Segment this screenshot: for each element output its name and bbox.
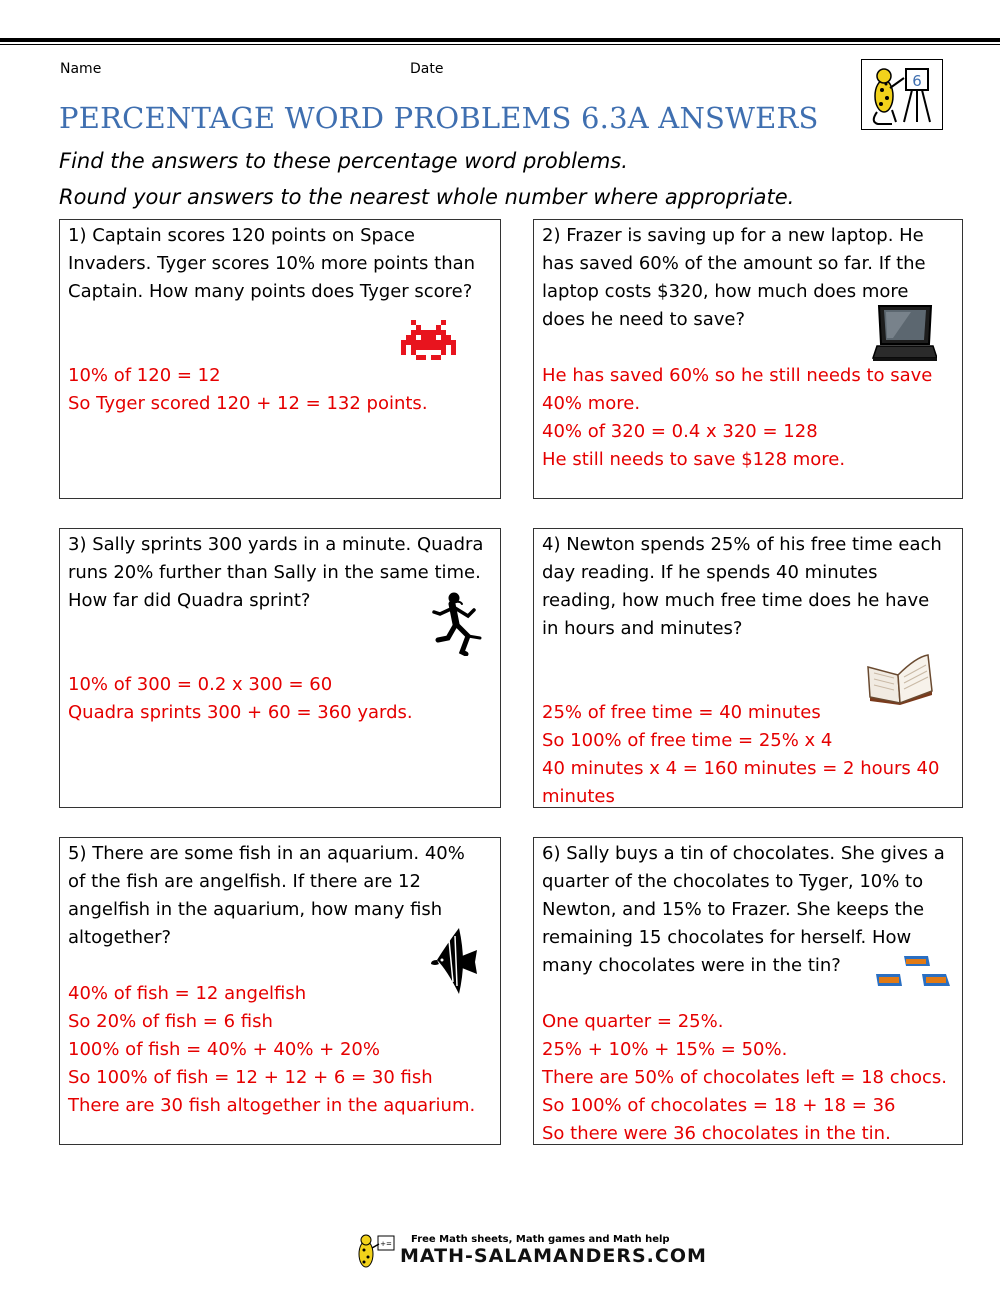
question-line: altogether? — [68, 927, 172, 948]
top-rule-thin — [0, 44, 1000, 45]
answer-line: 10% of 120 = 12 — [68, 365, 221, 386]
question-line: 2) Frazer is saving up for a new laptop. He — [542, 225, 924, 246]
question-line: 4) Newton spends 25% of his free time each — [542, 534, 942, 555]
answer-line: So there were 36 chocolates in the tin. — [542, 1123, 891, 1144]
question-line: many chocolates were in the tin? — [542, 955, 841, 976]
salamander-grade-6-logo-icon — [861, 59, 943, 130]
question-line: angelfish in the aquarium, how many fish — [68, 899, 443, 920]
name-label: Name — [60, 61, 102, 77]
answer-line: He has saved 60% so he still needs to save — [542, 365, 933, 386]
footer-tagline: Free Math sheets, Math games and Math help — [411, 1234, 670, 1245]
answer-line: 25% + 10% + 15% = 50%. — [542, 1039, 788, 1060]
question-line: Captain. How many points does Tyger score? — [68, 281, 473, 302]
answer-line: 10% of 300 = 0.2 x 300 = 60 — [68, 674, 333, 695]
answer-line: 40% of fish = 12 angelfish — [68, 983, 307, 1004]
answer-line: minutes — [542, 786, 615, 807]
question-line: does he need to save? — [542, 309, 746, 330]
answer-line: 40% more. — [542, 393, 641, 414]
page-title: PERCENTAGE WORD PROBLEMS 6.3A ANSWERS — [59, 101, 819, 135]
svg-text:+=: += — [380, 1240, 392, 1248]
question-line: runs 20% further than Sally in the same time. — [68, 562, 481, 583]
answer-line: There are 50% of chocolates left = 18 chocs. — [542, 1067, 948, 1088]
question-line: day reading. If he spends 40 minutes — [542, 562, 878, 583]
question-line: 6) Sally buys a tin of chocolates. She gives a — [542, 843, 945, 864]
runner-icon — [430, 590, 486, 660]
answer-line: One quarter = 25%. — [542, 1011, 724, 1032]
grade-number: 6 — [912, 72, 922, 90]
question-line: 3) Sally sprints 300 yards in a minute. Quadra — [68, 534, 484, 555]
answer-line: Quadra sprints 300 + 60 = 360 yards. — [68, 702, 413, 723]
question-line: remaining 15 chocolates for herself. How — [542, 927, 912, 948]
date-label: Date — [410, 61, 444, 77]
problem-box-3 — [59, 528, 501, 808]
instruction-line-2: Round your answers to the nearest whole number where appropriate. — [59, 185, 795, 209]
question-line: has saved 60% of the amount so far. If the — [542, 253, 926, 274]
answer-line: 40 minutes x 4 = 160 minutes = 2 hours 40 — [542, 758, 940, 779]
chocolates-icon — [874, 950, 954, 996]
answer-line: He still needs to save $128 more. — [542, 449, 846, 470]
answer-line: 100% of fish = 40% + 40% + 20% — [68, 1039, 380, 1060]
laptop-icon — [871, 304, 937, 366]
angelfish-icon — [429, 926, 481, 1000]
open-book-icon — [866, 653, 936, 709]
answer-line: So 100% of fish = 12 + 12 + 6 = 30 fish — [68, 1067, 433, 1088]
answer-line: So 100% of free time = 25% x 4 — [542, 730, 833, 751]
question-line: in hours and minutes? — [542, 618, 743, 639]
answer-line: 40% of 320 = 0.4 x 320 = 128 — [542, 421, 818, 442]
answer-line: There are 30 fish altogether in the aquarium. — [68, 1095, 476, 1116]
question-line: of the fish are angelfish. If there are 12 — [68, 871, 421, 892]
question-line: quarter of the chocolates to Tyger, 10% to — [542, 871, 924, 892]
answer-line: So Tyger scored 120 + 12 = 132 points. — [68, 393, 428, 414]
top-rule — [0, 38, 1000, 42]
answer-line: 25% of free time = 40 minutes — [542, 702, 821, 723]
question-line: 1) Captain scores 120 points on Space — [68, 225, 415, 246]
space-invader-icon — [401, 320, 461, 364]
instruction-line-1: Find the answers to these percentage word problems. — [59, 149, 628, 173]
question-line: Invaders. Tyger scores 10% more points than — [68, 253, 476, 274]
question-line: reading, how much free time does he have — [542, 590, 930, 611]
question-line: laptop costs $320, how much does more — [542, 281, 909, 302]
footer-site-link[interactable]: MATH-SALAMANDERS.COM — [400, 1245, 707, 1267]
question-line: Newton, and 15% to Frazer. She keeps the — [542, 899, 925, 920]
answer-line: So 20% of fish = 6 fish — [68, 1011, 273, 1032]
question-line: 5) There are some fish in an aquarium. 40% — [68, 843, 465, 864]
question-line: How far did Quadra sprint? — [68, 590, 311, 611]
answer-line: So 100% of chocolates = 18 + 18 = 36 — [542, 1095, 896, 1116]
